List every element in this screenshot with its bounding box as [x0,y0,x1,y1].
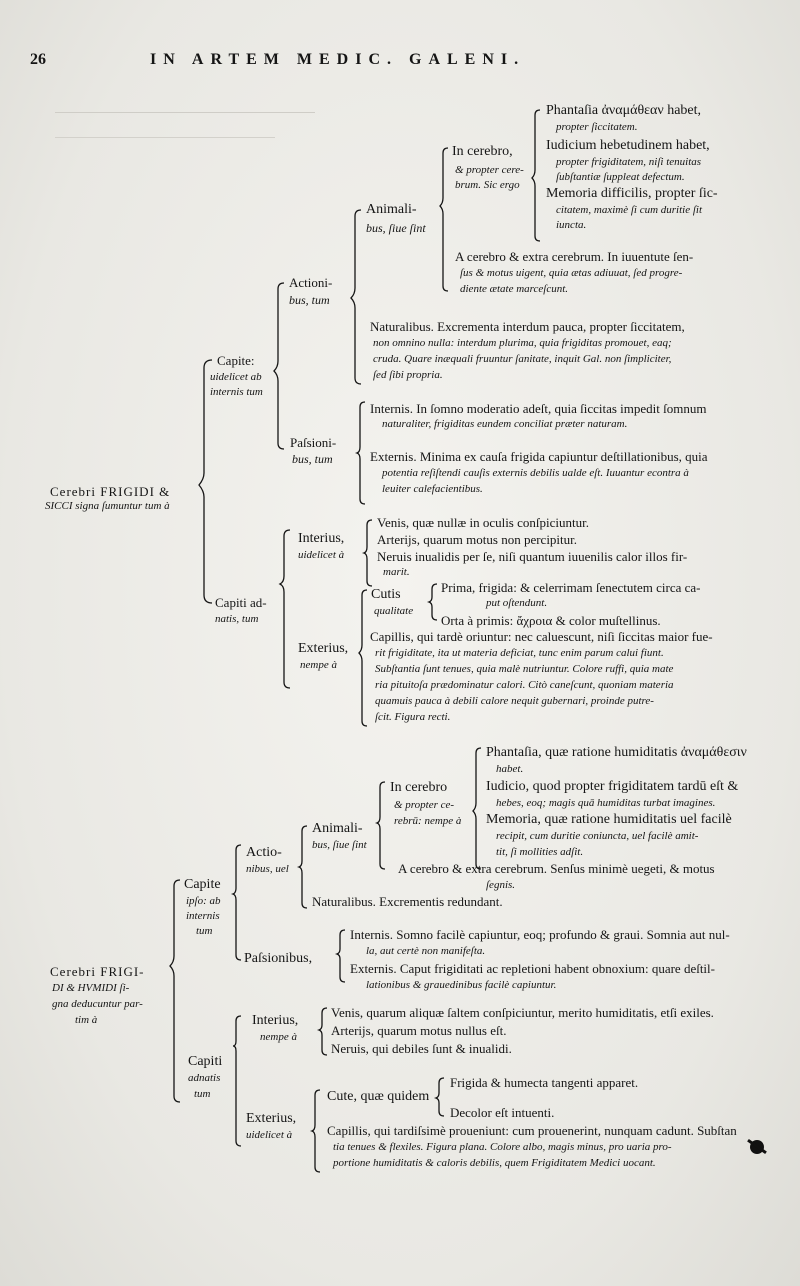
actio2-label: Actio- [246,845,282,860]
exterius-label-2: nempe à [300,659,337,671]
naturalibus-text-3: cruda. Quare inæquali fruuntur ſanitate, inquit Gal. non ſimpliciter, [373,353,672,365]
capiti2-label-3: tum [194,1088,211,1100]
in-cerebro-2: & propter cere- [455,164,524,176]
externis-text-3: leuiter calefacientibus. [382,483,483,495]
root2-label-line1: Cerebri FRIGI- [50,964,145,979]
neruis-text: Neruis inualidis per ſe, niſi quantum iuuenilis calor illos fir- [377,549,688,564]
a-cerebro-text: A cerebro & extra cerebrum. In iuuentute ſen- [455,249,694,264]
interius-label: Interius, [298,531,345,546]
exterius2-label-2: uidelicet à [246,1129,293,1141]
phantasia2-text: Phantaſia, quæ ratione humiditatis ἀναμάθεσιν [486,745,747,760]
externis-text: Externis. Minima ex cauſa frigida capiuntur deſtillationibus, quia [370,449,708,464]
capite2-label-3: internis [186,910,220,922]
prima-text-2: put oſtendunt. [486,597,548,609]
naturalibus-text: Naturalibus. Excrementa interdum pauca, propter ſiccitatem, [370,319,685,334]
cutis-label-2: qualitate [374,605,414,617]
passionibus2-label: Paſsionibus, [244,951,313,966]
iudicio2-text: Iudicio, quod propter frigiditatem tardū eſt & [486,779,739,794]
a-cerebro2-text: A cerebro & extra cerebrum. Senſus minimè uegeti, & motus [398,861,715,876]
cute2-label: Cute, quæ quidem [327,1089,430,1104]
iudicio2-text-2: hebes, eoq; magis quā humiditas turbat imagines. [496,797,716,809]
capillis-text-3: Subſtantia ſunt tenues, quia malè nutriuntur. Colore ruffi, quia mate [375,663,674,675]
arterijs-text: Arterijs, quarum motus non percipitur. [377,532,578,547]
animali-label-2: bus, ſiue ſint [366,221,426,235]
interius2-label-2: nempe à [260,1031,297,1043]
interius2-label: Interius, [252,1013,299,1028]
animali2-label-2: bus, ſiue ſint [312,839,367,851]
running-title: IN ARTEM MEDIC. GALENI. [150,51,526,68]
internis-text: Internis. In ſomno moderatio adeſt, quia ſiccitas impedit ſomnum [370,401,707,416]
exterius-label: Exterius, [298,641,349,656]
actio2-label-2: nibus, uel [246,863,289,875]
iudicium-text-2: propter frigiditatem, niſi tenuitas [556,156,702,168]
internis2-text-2: la, aut certè non manifeſta. [366,945,486,957]
actioni-label: Actioni- [289,275,333,290]
capillis2-text-2: tia tenues & flexiles. Figura plana. Colore albo, magis minus, pro uaria pro- [333,1141,672,1153]
passioni-label: Paſsioni- [290,435,337,450]
root2-label-line3: gna deducuntur par- [52,998,143,1010]
capillis-text-2: rit frigiditate, ita ut materia deficiat, tunc enim parum calui fiunt. [375,647,664,659]
memoria-text-3: iuncta. [556,219,587,231]
neruis-text-2: marit. [383,566,410,578]
in-cerebro-3: brum. Sic ergo [455,179,520,191]
naturalibus-text-2: non omnino nulla: interdum plurima, quia frigiditas promouet, eaq; [373,337,672,349]
memoria-text: Memoria difficilis, propter ſic- [546,186,718,201]
internis-text-2: naturaliter, frigiditas eundem conciliat præter naturam. [382,418,628,430]
cutis-label: Cutis [371,587,401,602]
capiti-label: Capiti ad- [215,595,267,610]
capillis2-text-3: portione humiditatis & caloris debilis, quem Frigiditatem Medici uocant. [333,1157,656,1169]
capite-label: Capite: [217,353,255,368]
memoria2-text-2: recipit, cum duritie coniuncta, uel facilè amit- [496,830,699,842]
naturalibus2-text: Naturalibus. Excrementis redundant. [312,894,503,909]
externis2-text-2: lationibus & grauedinibus facilè capiuntur. [366,979,557,991]
venis-text: Venis, quæ nullæ in oculis conſpiciuntur. [377,515,589,530]
capiti2-label: Capiti [188,1054,223,1069]
passioni-label-2: bus, tum [292,452,333,466]
capillis2-text: Capillis, qui tardiſsimè proueniunt: cum prouenerint, nunquam cadunt. Subſtan [327,1123,737,1138]
animali2-label: Animali- [312,821,363,836]
ink-blot [750,1140,764,1154]
prima-text: Prima, frigida: & celerrimam ſenectutem circa ca- [441,580,701,595]
root-label-line1: Cerebri FRIGIDI & [50,484,171,499]
root2-label-line2: DI & HVMIDI ſi- [52,982,130,994]
internis2-text: Internis. Somno facilè capiuntur, eoq; profundo & graui. Somnia aut nul- [350,927,730,942]
capillis-text-5: quamuis pauca à debili calore nequit gubernari, proinde putre- [375,695,654,707]
phantasia-text-2: propter ſiccitatem. [556,121,638,133]
page-number: 26 [30,51,46,68]
a-cerebro-text-2: ſus & motus uigent, quia ætas adiuuat, ſed progre- [460,267,683,279]
animali-label: Animali- [366,202,417,217]
capite-label-2: uidelicet ab [210,371,262,383]
iudicium-text-3: ſubſtantiæ ſuppleat defectum. [556,171,685,183]
in-cerebro2-3: rebrū: nempe à [394,815,462,827]
capillis-text: Capillis, qui tardè oriuntur: nec caluescunt, niſi ſiccitas maior fue- [370,629,713,644]
exterius2-label: Exterius, [246,1111,297,1126]
root-label-line2: SICCI signa ſumuntur tum à [45,500,170,512]
a-cerebro-text-3: diente ætate marceſcunt. [460,283,569,295]
capiti-label-2: natis, tum [215,613,259,625]
capiti2-label-2: adnatis [188,1072,221,1084]
capite2-label-4: tum [196,925,213,937]
capite2-label-2: ipſo: ab [186,895,221,907]
interius-label-2: uidelicet à [298,549,345,561]
externis-text-2: potentia reſiſtendi cauſis externis debilis ualde eſt. Iuuantur econtra à [382,467,689,479]
memoria2-text-3: tit, ſi mollities adſit. [496,846,584,858]
frigida2-text: Frigida & humecta tangenti apparet. [450,1075,639,1090]
memoria2-text: Memoria, quæ ratione humiditatis uel facilè [486,812,732,827]
phantasia2-text-2: habet. [496,763,524,775]
iudicium-text: Iudicium hebetudinem habet, [546,138,710,153]
actioni-label-2: bus, tum [289,293,330,307]
capite2-label: Capite [184,877,221,892]
phantasia-text: Phantaſia ἀναμάθεαν habet, [546,103,702,118]
neruis2-text: Neruis, qui debiles ſunt & inualidi. [331,1041,512,1056]
venis2-text: Venis, quarum aliquæ ſaltem conſpiciuntur, merito humiditatis, etſi exiles. [331,1005,714,1020]
memoria-text-2: citatem, maximè ſi cum duritie ſit [556,204,703,216]
externis2-text: Externis. Caput frigiditati ac repletioni habent obnoxium: quare deſtil- [350,961,715,976]
in-cerebro2-2: & propter ce- [394,799,455,811]
capillis-text-4: ria pituitoſa prædominatur calori. Citò caneſcunt, quoniam materia [375,679,674,691]
arterijs2-text: Arterijs, quarum motus nullus eſt. [331,1023,507,1038]
decolor2-text: Decolor eſt intuenti. [450,1105,555,1120]
in-cerebro2-label: In cerebro [390,780,448,795]
capite-label-3: internis tum [210,386,263,398]
naturalibus-text-4: ſed ſibi propria. [373,369,443,381]
in-cerebro-label: In cerebro, [452,144,513,159]
root2-label-line4: tim à [75,1014,98,1026]
capillis-text-6: ſcit. Figura recti. [375,711,451,723]
a-cerebro2-text-2: ſegnis. [486,879,516,891]
orta-text: Orta à primis: ἄχροια & color muſtellinus. [441,613,661,628]
